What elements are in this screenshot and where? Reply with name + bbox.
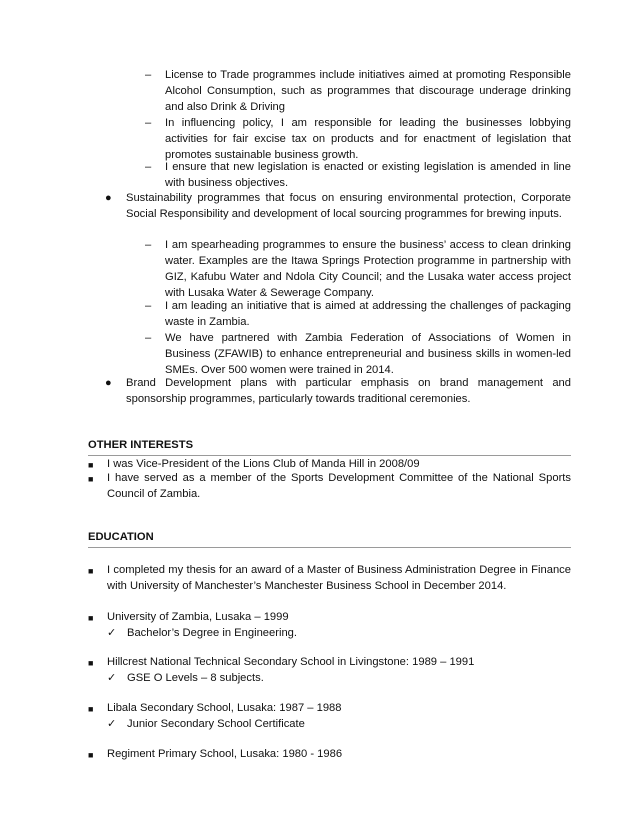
list-item <box>105 190 571 238</box>
item-text: Sustainability programmes that focus on ensuring environmental protection, Corporate Social Responsibility and development of local sourcing programmes for brewing inputs. <box>126 192 571 220</box>
check-icon: ✓ <box>107 672 117 684</box>
section-heading-other-interests: OTHER INTERESTS <box>88 437 571 456</box>
item-text: License to Trade programmes include initiatives aimed at promoting Responsible Alcohol Consumption, such as programmes that discourage underage drinking and also Drink & Driving <box>165 69 571 113</box>
square-bullet-icon: ■ <box>88 658 94 668</box>
item-text: I completed my thesis for an award of a Master of Business Administration Degree in Finance with University of Manchester’s Manchester Business School in December 2014. <box>107 564 571 592</box>
check-icon: ✓ <box>107 627 117 639</box>
item-text: We have partnered with Zambia Federation of Associations of Women in Business (ZFAWIB) to enhance entrepreneurial and business skills in women-led SMEs. Over 500 women were trained in 2014. <box>165 332 571 376</box>
item-text: Brand Development plans with particular emphasis on brand management and sponsorship programmes, particularly towards traditional ceremonies. <box>126 377 571 405</box>
item-text: I have served as a member of the Sports Development Committee of the National Sports Council of Zambia. <box>107 472 571 500</box>
bullet-icon: ● <box>105 192 112 204</box>
square-bullet-icon: ■ <box>88 750 94 760</box>
list-item <box>88 654 571 670</box>
item-text: In influencing policy, I am responsible for leading the businesses lobbying activities for fair excise tax on products and for enactment of legislation that promotes sustainable business growth. <box>165 117 571 161</box>
list-item <box>107 716 571 732</box>
section-heading-education: EDUCATION <box>88 529 571 548</box>
item-text: GSE O Levels – 8 subjects. <box>127 672 264 684</box>
list-item <box>145 159 571 191</box>
list-item <box>88 609 571 625</box>
square-bullet-icon: ■ <box>88 704 94 714</box>
list-item <box>145 67 571 115</box>
item-text: Hillcrest National Technical Secondary School in Livingstone: 1989 – 1991 <box>107 656 475 668</box>
item-text: I am spearheading programmes to ensure the business’ access to clean drinking water. Examples are the Itawa Springs Protection programme in partnership with GIZ, Kafubu Water and Ndola City Council; and the Lusaka water access project with Lusaka Water & Sewerage Company. <box>165 239 571 299</box>
item-text: I ensure that new legislation is enacted or existing legislation is amended in line with business objectives. <box>165 161 571 189</box>
item-text: Junior Secondary School Certificate <box>127 718 305 730</box>
square-bullet-icon: ■ <box>88 566 94 576</box>
list-item <box>145 330 571 378</box>
dash-marker: – <box>145 239 152 251</box>
list-item <box>88 470 571 502</box>
square-bullet-icon: ■ <box>88 613 94 623</box>
list-item <box>145 115 571 163</box>
dash-marker: – <box>145 300 152 312</box>
bullet-icon: ● <box>105 377 112 389</box>
list-item <box>105 375 571 407</box>
item-text: Libala Secondary School, Lusaka: 1987 – 1988 <box>107 702 342 714</box>
list-item <box>145 298 571 330</box>
item-text: University of Zambia, Lusaka – 1999 <box>107 611 289 623</box>
dash-marker: – <box>145 117 152 129</box>
item-text: Bachelor’s Degree in Engineering. <box>127 627 297 639</box>
dash-marker: – <box>145 332 152 344</box>
item-text: I am leading an initiative that is aimed at addressing the challenges of packaging waste in Zambia. <box>165 300 571 328</box>
check-icon: ✓ <box>107 718 117 730</box>
list-item <box>107 670 571 686</box>
item-text: I was Vice-President of the Lions Club of Manda Hill in 2008/09 <box>107 458 420 470</box>
list-item <box>88 562 571 594</box>
square-bullet-icon: ■ <box>88 474 94 484</box>
dash-marker: – <box>145 161 152 173</box>
list-item <box>88 746 571 762</box>
list-item <box>88 700 571 716</box>
list-item <box>145 237 571 301</box>
square-bullet-icon: ■ <box>88 460 94 470</box>
item-text: Regiment Primary School, Lusaka: 1980 - 1986 <box>107 748 343 760</box>
list-item <box>107 625 571 641</box>
dash-marker: – <box>145 69 152 81</box>
